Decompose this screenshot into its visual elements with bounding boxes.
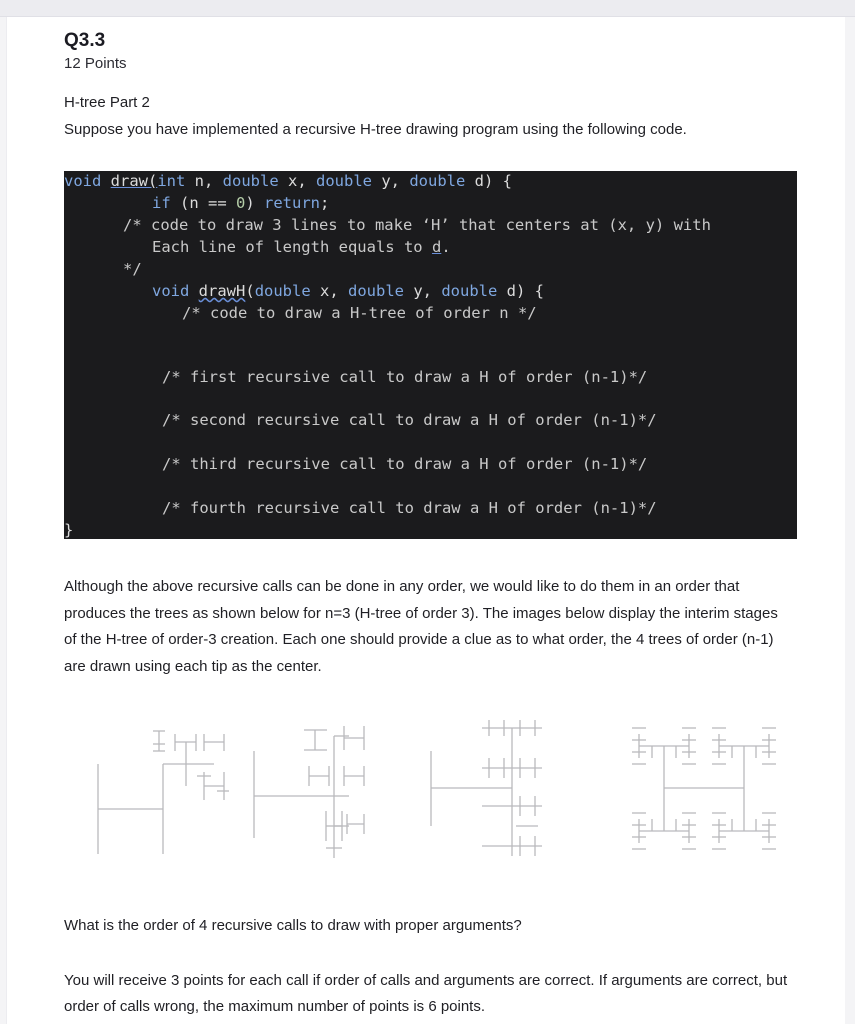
code-line: /* code to draw a H-tree of order n */ [182,304,537,322]
h-tree-figure [64,706,796,878]
code-line: void draw(int n, double x, double y, double d) { [64,172,512,190]
code-line: /* first recursive call to draw a H of order (n-1)*/ [162,368,648,386]
code-line: /* fourth recursive call to draw a H of order (n-1)*/ [162,499,657,517]
question-title: Q3.3 [64,30,106,51]
question-prompt: Suppose you have implemented a recursive H-tree drawing program using the following code. [64,121,687,138]
h-tree-stage-4 [632,728,776,849]
code-line: Each line of length equals to d. [152,238,451,256]
code-line: } [64,521,74,539]
scoring-note: You will receive 3 points for each call if order of calls and arguments are correct. If arguments are correct, but order of calls wrong, the maximum number of points is 6 points. [64,972,788,1015]
code-line: if (n == 0) return; [152,194,330,212]
code-line: /* code to draw 3 lines to make ‘H’ that centers at (x, y) with [123,216,711,234]
code-line: */ [123,260,142,278]
question-two: What is the order of 4 recursive calls to draw with proper arguments? [64,917,522,934]
code-block [64,171,797,539]
h-tree-stage-3 [431,720,542,856]
h-tree-stages-svg [64,706,796,878]
h-tree-stage-1 [98,731,229,854]
top-bar [0,0,855,17]
code-line: /* second recursive call to draw a H of order (n-1)*/ [162,411,657,429]
code-line: /* third recursive call to draw a H of order (n-1)*/ [162,455,648,473]
question-subtitle: H-tree Part 2 [64,94,150,111]
explanation-paragraph: Although the above recursive calls can be done in any order, we would like to do them in an order that produces the trees as shown below for n=3 (H-tree of order 3). The images below display the interim stages of the H-tree of order-3 creation. Each one should provide a clue as to what order, the 4 trees of order (n-1) are drawn using each tip as the center. [64,578,778,675]
code-line: void drawH(double x, double y, double d) { [152,282,545,300]
question-points: 12 Points [64,55,127,72]
h-tree-stage-2 [254,726,364,858]
